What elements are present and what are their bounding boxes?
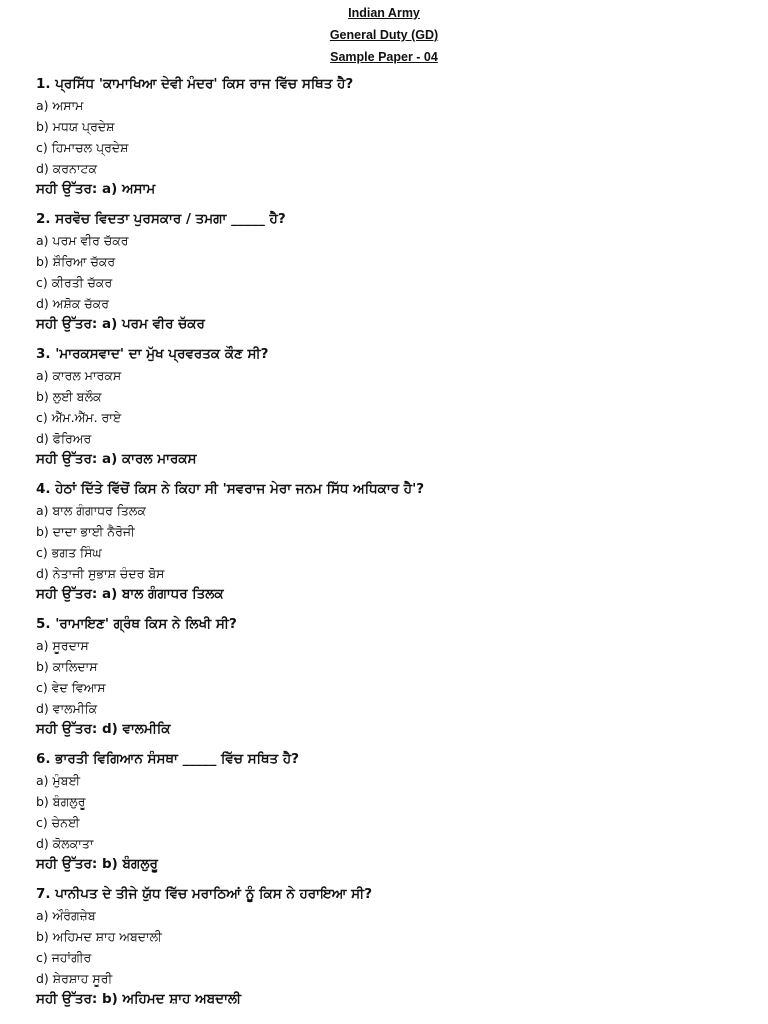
option-b: b) ਦਾਦਾ ਭਾਈ ਨੈਰੋਜੀ <box>36 524 135 539</box>
question-text: 1. ਪ੍ਰਸਿੱਧ 'ਕਾਮਾਖਿਆ ਦੇਵੀ ਮੰਦਰ' ਕਿਸ ਰਾਜ ਵਿੱਚ ਸਥਿਤ ਹੈ? <box>36 76 354 92</box>
option-b: b) ਸ਼ੌਰਿਆ ਚੱਕਰ <box>36 254 116 269</box>
option-d: d) ਵਾਲਮੀਕਿ <box>36 701 98 716</box>
question-block <box>36 344 732 470</box>
option-b: b) ਲੁਈ ਬਲੌਕ <box>36 389 102 404</box>
correct-answer: ਸਹੀ ਉੱਤਰ: a) ਬਾਲ ਗੰਗਾਧਰ ਤਿਲਕ <box>36 586 224 602</box>
header-title: Indian Army <box>348 6 420 20</box>
header-subtitle: General Duty (GD) <box>329 28 439 42</box>
question-block <box>36 209 732 335</box>
option-a: a) ਕਾਰਲ ਮਾਰਕਸ <box>36 368 122 383</box>
correct-answer: ਸਹੀ ਉੱਤਰ: a) ਪਰਮ ਵੀਰ ਚੱਕਰ <box>36 316 205 332</box>
question-block <box>36 479 732 605</box>
option-a: a) ਪਰਮ ਵੀਰ ਚੱਕਰ <box>36 233 129 248</box>
option-d: d) ਸ਼ੇਰਸ਼ਾਹ ਸੂਰੀ <box>36 971 113 986</box>
option-c: c) ਐੱਮ.ਐੱਮ. ਰਾਏ <box>36 410 122 425</box>
option-d: d) ਨੇਤਾਜੀ ਸੁਭਾਸ਼ ਚੰਦਰ ਬੋਸ <box>36 566 165 581</box>
option-c: c) ਚੇਨਈ <box>36 815 80 830</box>
question-block <box>36 884 732 1010</box>
option-a: a) ਸੂਰਦਾਸ <box>36 638 89 653</box>
question-block <box>36 74 732 200</box>
correct-answer: ਸਹੀ ਉੱਤਰ: b) ਬੰਗਲੁਰੂ <box>36 856 158 872</box>
option-a: a) ਔਰੰਗਜ਼ੇਬ <box>36 908 96 923</box>
option-c: c) ਹਿਮਾਚਲ ਪ੍ਰਦੇਸ਼ <box>36 140 129 155</box>
option-b: b) ਅਹਿਮਦ ਸ਼ਾਹ ਅਬਦਾਲੀ <box>36 929 162 944</box>
question-text: 3. 'ਮਾਰਕਸਵਾਦ' ਦਾ ਮੁੱਖ ਪ੍ਰਵਰਤਕ ਕੌਣ ਸੀ? <box>36 346 269 362</box>
option-a: a) ਮੁੰਬਈ <box>36 773 81 788</box>
option-b: b) ਕਾਲਿਦਾਸ <box>36 659 98 674</box>
question-text: 7. ਪਾਨੀਪਤ ਦੇ ਤੀਜੇ ਯੁੱਧ ਵਿੱਚ ਮਰਾਠਿਆਂ ਨੂੰ ਕਿਸ ਨੇ ਹਰਾਇਆ ਸੀ? <box>36 886 373 902</box>
question-block <box>36 749 732 875</box>
question-text: 6. ਭਾਰਤੀ ਵਿਗਿਆਨ ਸੰਸਥਾ _____ ਵਿੱਚ ਸਥਿਤ ਹੈ? <box>36 751 300 767</box>
option-b: b) ਬੰਗਲੁਰੂ <box>36 794 86 809</box>
question-text: 5. 'ਰਾਮਾਇਣ' ਗ੍ਰੰਥ ਕਿਸ ਨੇ ਲਿਖੀ ਸੀ? <box>36 616 237 632</box>
option-a: a) ਬਾਲ ਗੰਗਾਧਰ ਤਿਲਕ <box>36 503 146 518</box>
question-list <box>36 74 732 1010</box>
question-text: 4. ਹੇਠਾਂ ਦਿੱਤੇ ਵਿੱਚੋਂ ਕਿਸ ਨੇ ਕਿਹਾ ਸੀ 'ਸਵਰਾਜ ਮੇਰਾ ਜਨਮ ਸਿੱਧ ਅਧਿਕਾਰ ਹੈ'? <box>36 481 425 497</box>
document-header <box>36 0 732 68</box>
option-a: a) ਅਸਾਮ <box>36 98 84 113</box>
option-b: b) ਮਧਯ ਪ੍ਰਦੇਸ਼ <box>36 119 115 134</box>
option-c: c) ਵੇਦ ਵਿਆਸ <box>36 680 106 695</box>
question-block <box>36 614 732 740</box>
option-d: d) ਅਸ਼ੋਕ ਚੱਕਰ <box>36 296 110 311</box>
option-c: c) ਕੀਰਤੀ ਚੱਕਰ <box>36 275 113 290</box>
option-d: d) ਕੋਲਕਾਤਾ <box>36 836 94 851</box>
header-paper-label: Sample Paper - 04 <box>330 50 438 64</box>
option-c: c) ਜਹਾਂਗੀਰ <box>36 950 92 965</box>
correct-answer: ਸਹੀ ਉੱਤਰ: d) ਵਾਲਮੀਕਿ <box>36 721 171 737</box>
option-c: c) ਭਗਤ ਸਿੰਘ <box>36 545 102 560</box>
option-d: d) ਕਰਨਾਟਕ <box>36 161 97 176</box>
correct-answer: ਸਹੀ ਉੱਤਰ: b) ਅਹਿਮਦ ਸ਼ਾਹ ਅਬਦਾਲੀ <box>36 991 242 1007</box>
correct-answer: ਸਹੀ ਉੱਤਰ: a) ਕਾਰਲ ਮਾਰਕਸ <box>36 451 197 467</box>
correct-answer: ਸਹੀ ਉੱਤਰ: a) ਅਸਾਮ <box>36 181 156 197</box>
option-d: d) ਫੋਰਿਅਰ <box>36 431 92 446</box>
question-text: 2. ਸਰਵੋਚ ਵਿਦਤਾ ਪੁਰਸਕਾਰ / ਤਮਗਾ _____ ਹੈ? <box>36 211 286 227</box>
